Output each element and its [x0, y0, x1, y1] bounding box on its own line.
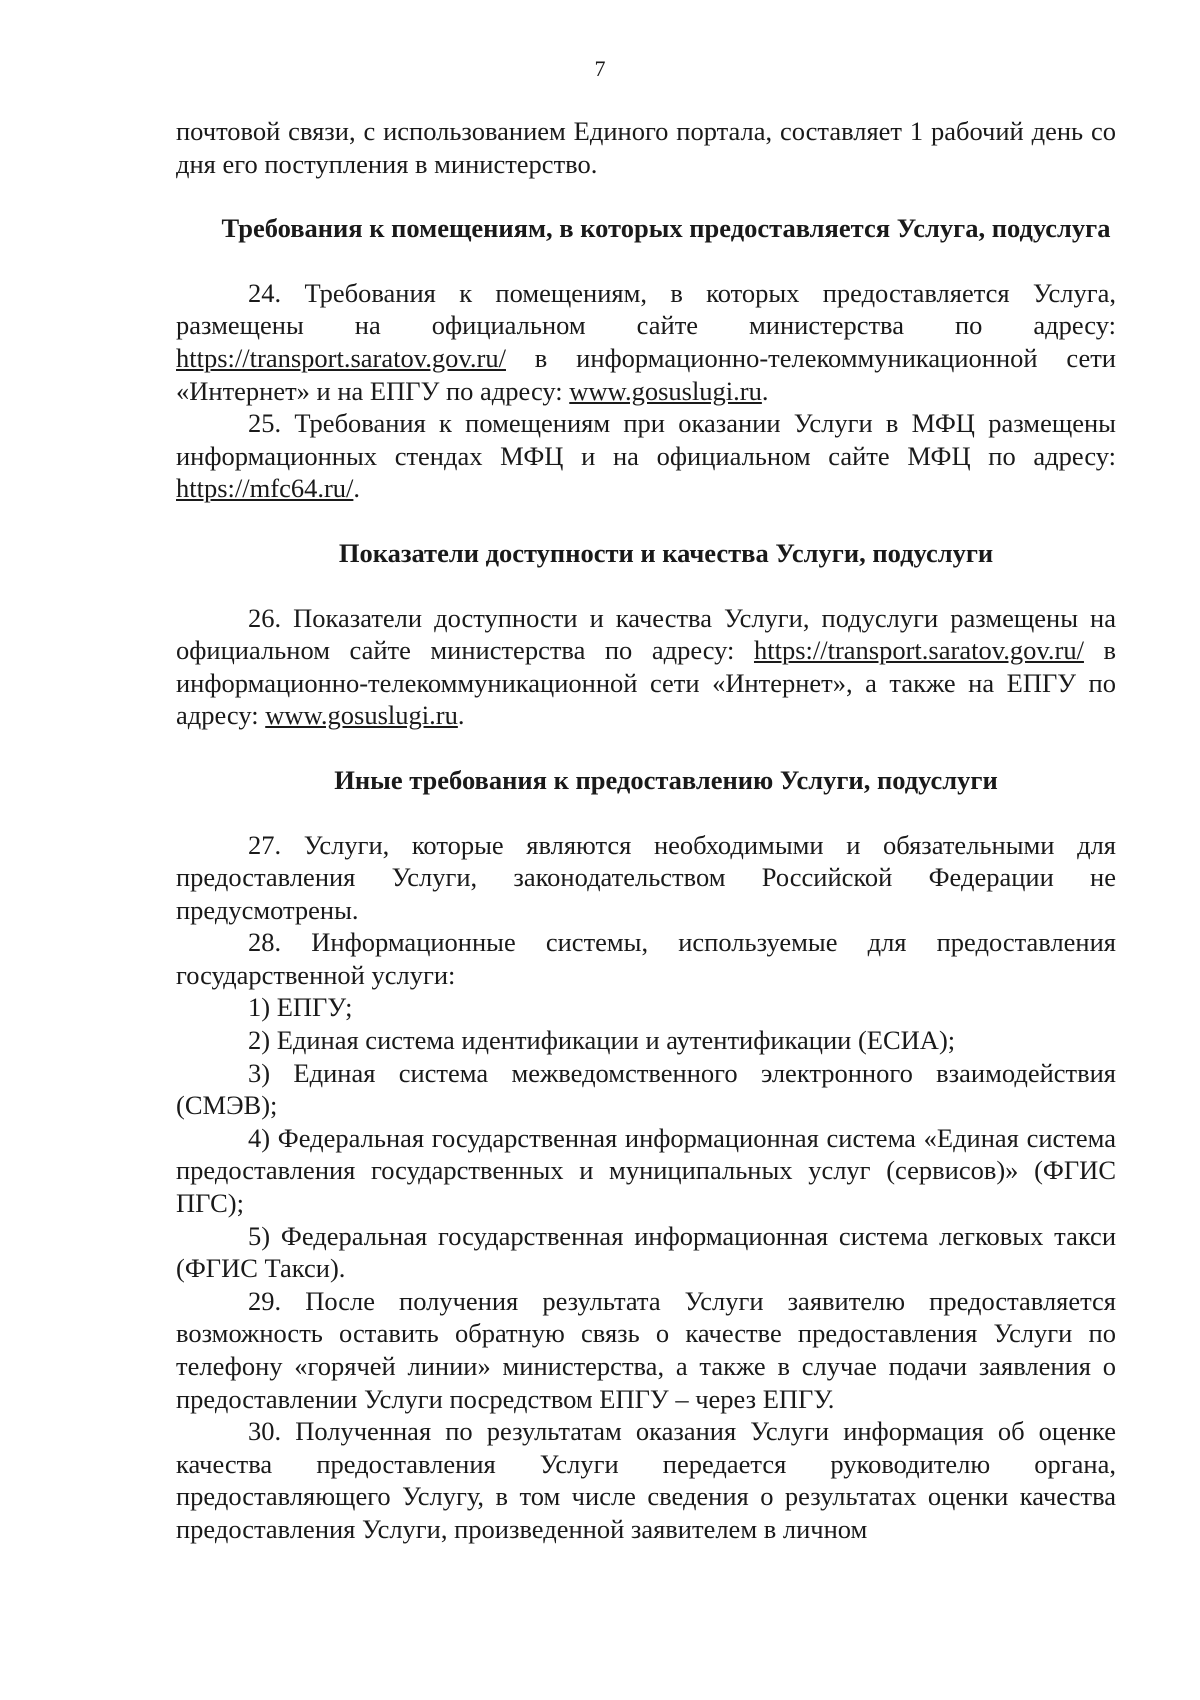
system-item-4: 4) Федеральная государственная информационная система «Единая система предоставления государственных и муниципальных услуг (сервисов)» (ФГИС ПГС);: [176, 1122, 1116, 1219]
paragraph-24: 24. Требования к помещениям, в которых предоставляется Услуга, размещены на официальном сайте министерства по адресу: https://transport.saratov.gov.ru/ в информационно-телекоммуникационной сети «Интернет» и на ЕПГУ по адресу: www.gosuslugi.ru.: [176, 277, 1116, 406]
page-number: 7: [594, 56, 606, 81]
system-item-1: 1) ЕПГУ;: [248, 992, 353, 1023]
link-transport-site[interactable]: https://transport.saratov.gov.ru/: [176, 342, 506, 373]
heading-quality: Показатели доступности и качества Услуги, подуслуги: [338, 537, 994, 568]
paragraph-25: 25. Требования к помещениям при оказании Услуги в МФЦ размещены информационных стендах МФЦ и на официальном сайте МФЦ по адресу: https://mfc64.ru/.: [176, 408, 1116, 504]
link-gosuslugi[interactable]: www.gosuslugi.ru: [569, 375, 762, 406]
paragraph-26: 26. Показатели доступности и качества Услуги, подуслуги размещены на официальном сайте министерства по адресу: https://transport.saratov.gov.ru/ в информационно-телекоммуникационной сети «Интернет», а также на ЕПГУ по адресу: www.gosuslugi.ru.: [176, 602, 1116, 731]
intro-paragraph: почтовой связи, с использованием Единого портала, составляет 1 рабочий день со дня его поступления в министерство.: [176, 116, 1116, 179]
heading-other: Иные требования к предоставлению Услуги, подуслуги: [334, 764, 998, 795]
system-item-5: 5) Федеральная государственная информационная система легковых такси (ФГИС Такси).: [176, 1220, 1116, 1284]
system-item-2: 2) Единая система идентификации и аутентификации (ЕСИА);: [248, 1025, 956, 1056]
document-body: [176, 115, 1116, 1546]
paragraph-27: 27. Услуги, которые являются необходимыми и обязательными для предоставления Услуги, законодательством Российской Федерации не предусмотрены.: [176, 829, 1116, 925]
heading-premises: Требования к помещениям, в которых предоставляется Услуга, подуслуга: [221, 213, 1111, 244]
system-item-3: 3) Единая система межведомственного электронного взаимодействия (СМЭВ);: [176, 1057, 1116, 1121]
paragraph-30: 30. Полученная по результатам оказания Услуги информация об оценке качества предоставления Услуги передается руководителю органа, предоставляющего Услугу, в том числе сведения о результатах оценки качества предоставления Услуги, произведенной заявителем в личном: [176, 1416, 1116, 1544]
link-transport-site-2[interactable]: https://transport.saratov.gov.ru/: [753, 635, 1084, 666]
link-mfc64[interactable]: https://mfc64.ru/: [176, 473, 354, 504]
paragraph-29: 29. После получения результата Услуги заявителю предоставляется возможность оставить обратную связь о качестве предоставления Услуги по телефону «горячей линии» министерства, а также в случае подачи заявления о предоставлении Услуги посредством ЕПГУ – через ЕПГУ.: [176, 1285, 1116, 1414]
link-gosuslugi-2[interactable]: www.gosuslugi.ru: [265, 700, 458, 731]
paragraph-28: 28. Информационные системы, используемые для предоставления государственной услуги:: [176, 927, 1116, 990]
